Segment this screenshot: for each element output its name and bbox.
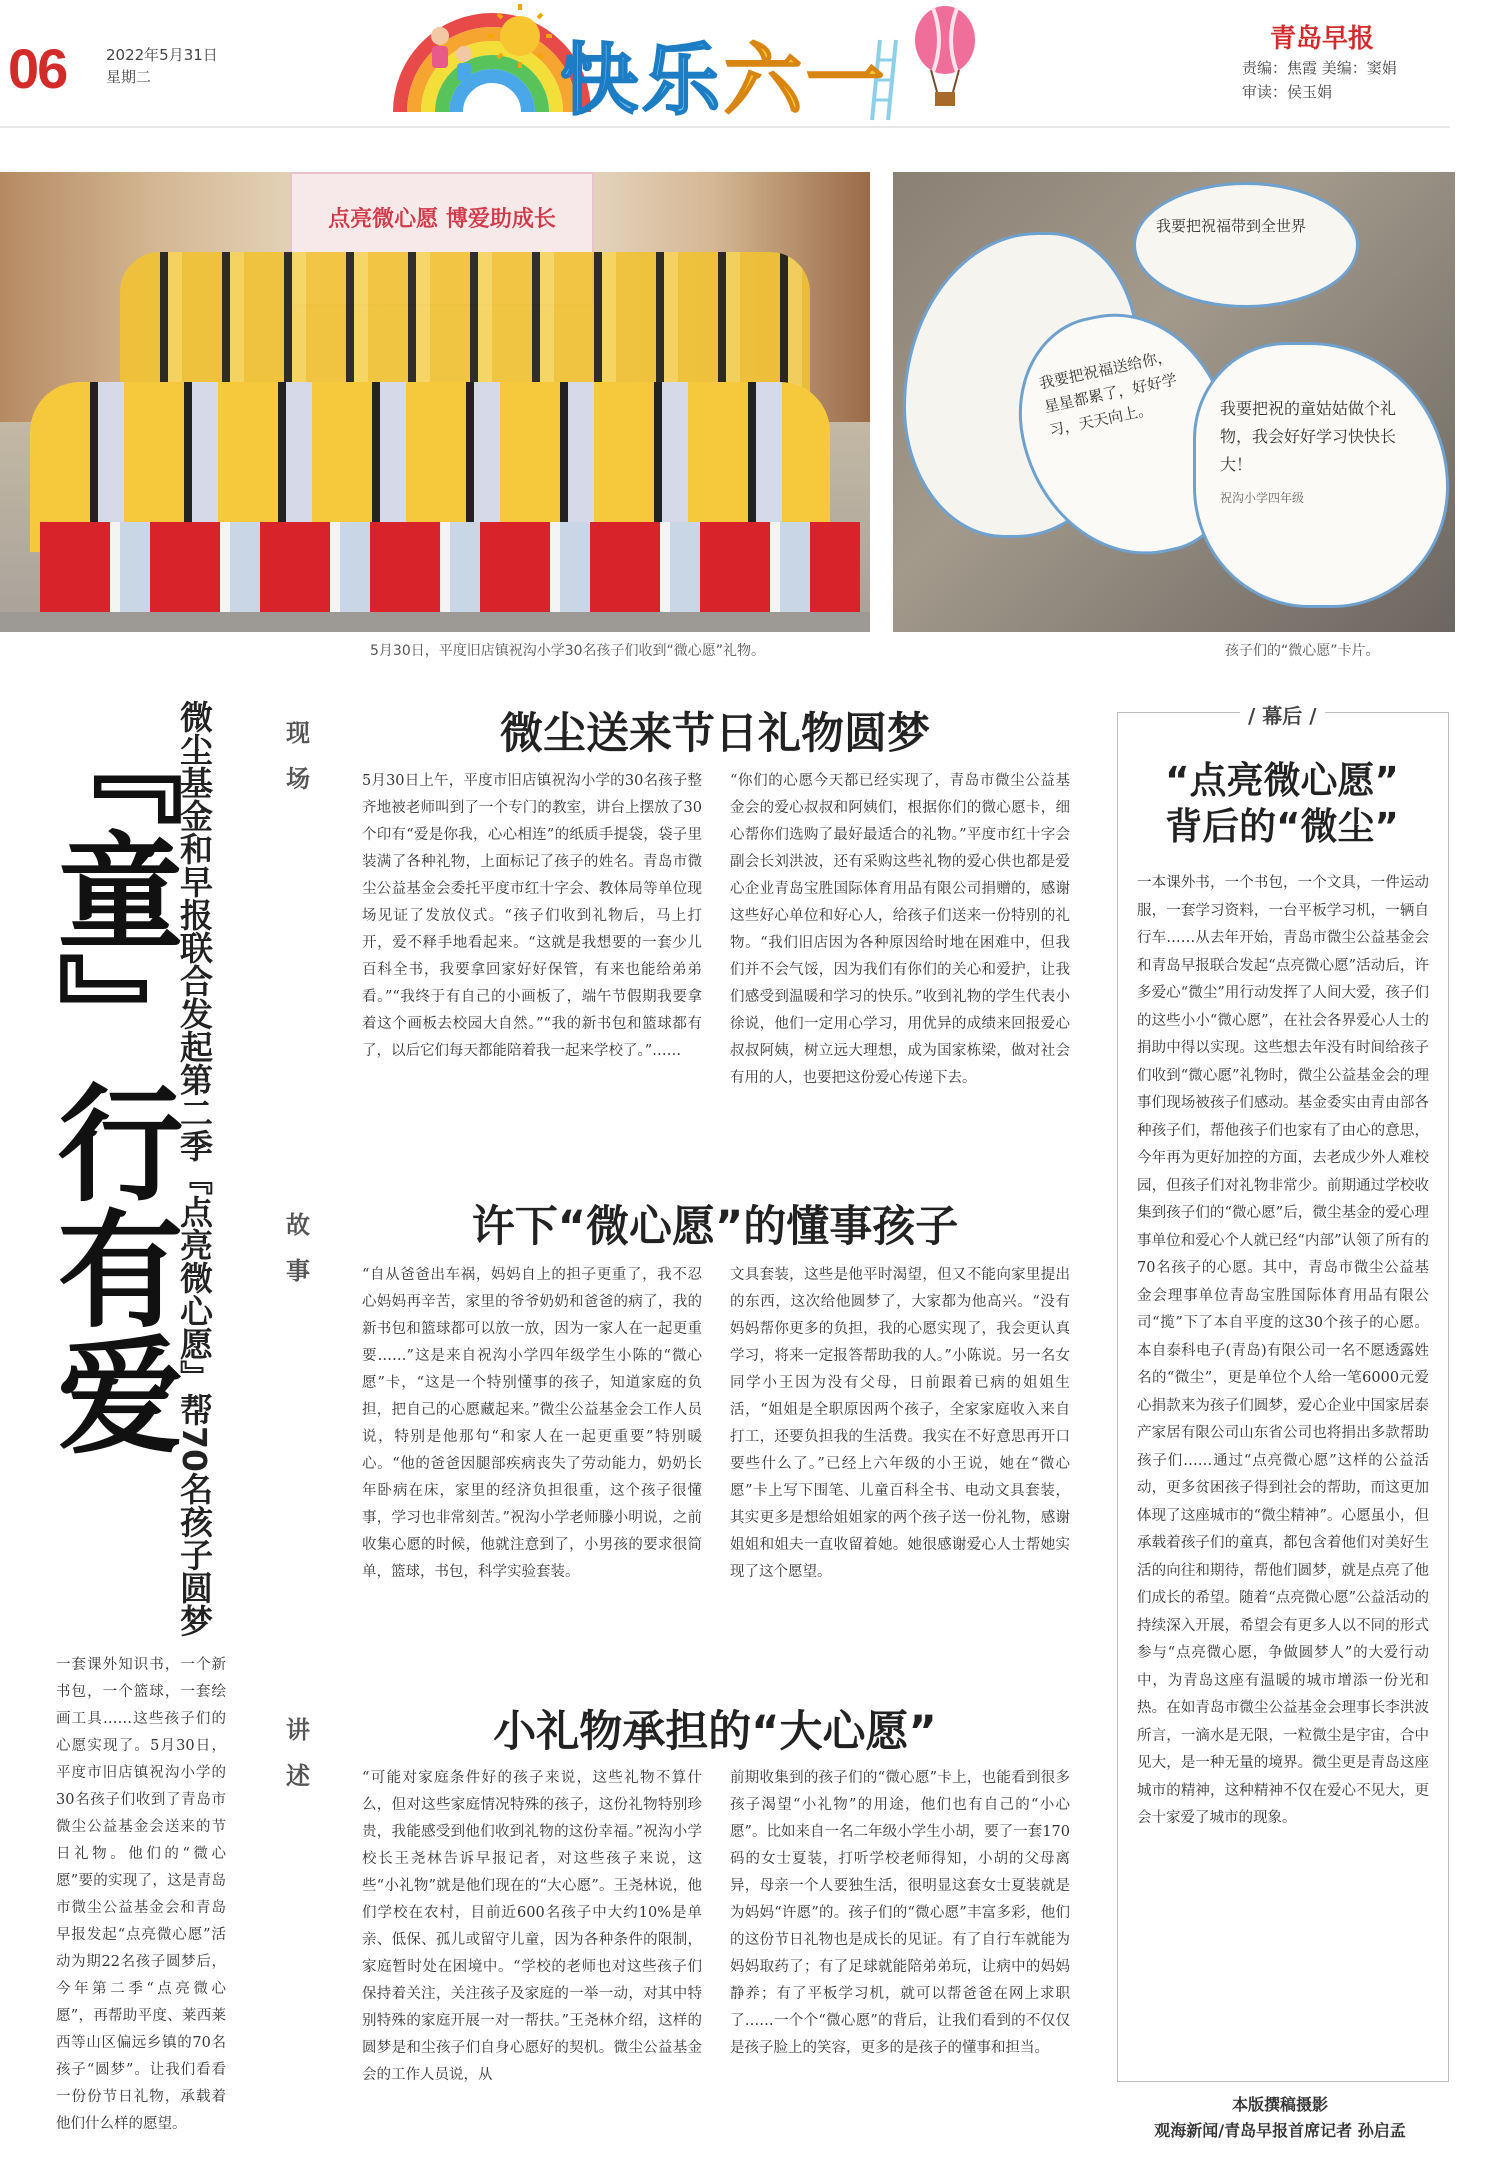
credit-line-1: 本版撰稿摄影 [1231,2095,1328,2114]
section-story-column-2: 文具套装，这些是他平时渴望，但又不能向家里提出的东西，这次给他圆梦了，大家都为他高兴。“没有妈妈帮你更多的负担，我的心愿实现了，我会更认真学习，将来一定报答帮助我的人。”小陈说。另一名女同学小王因为没有父母，日前跟着已病的姐姐生活，“姐姐是全职原因两个孩子，全家家庭收入来自打工，还要负担我的生活费。我实在不好意思再开口要些什么了。”已经上六年级的小王说，她在“微心愿”卡上写下围笔、儿童百科全书、电动文具套装，其实更多是想给姐姐家的两个孩子送一份礼物，感谢姐姐和姐夫一直收留着她。她很感谢爱心人士帮她实现了这个愿望。 [730,1267,1070,1580]
sidebar-title-line-2: 背后的“微尘” [1165,805,1399,848]
section-narrative-column-1: “可能对家庭条件好的孩子来说，这些礼物不算什么，但对这些家庭情况特殊的孩子，这份礼物特别珍贵，我能感受到他们收到礼物的这份幸福。”祝沟小学校长王尧林告诉早报记者，对这些孩子来说，这些“小礼物”就是他们现在的“大心愿”。王尧林说，他们学校在农村，目前近600名孩子中大约10%是单亲、低保、孤儿或留守儿童，因为各种条件的限制，家庭暂时处在困境中。“学校的老师也对这些孩子们保持着关注，关注孩子及家庭的一举一动，对其中特别特殊的家庭开展一对一帮扶。”王尧林介绍，这样的圆梦是和尘孩子们自身心愿好的契机。微尘公益基金会的工作人员说，从 [362,1770,702,2083]
gift-bags-row [40,522,860,622]
credit-line-2: 观海新闻/青岛早报首席记者 孙启孟 [1154,2121,1406,2140]
poster-caption: 点亮微心愿 博爱助成长 [328,207,556,232]
editors-line-2: 审读：侯玉娟 [1242,83,1333,101]
section-narrative-column-2: 前期收集到的孩子们的“微心愿”卡上，也能看到很多孩子渴望“小礼物”的用途，他们也有自己的“小心愿”。比如来自一名二年级小学生小胡，要了一套170码的女士夏装，打听学校老师得知，小胡的父母离异，母亲一个人要独生活，很明显这套女士夏装就是为妈妈“许愿”的。孩子们的“微心愿”丰富多彩，他们的这份节日礼物也是成长的见证。有了自行车就能为妈妈取药了；有了足球就能陪弟弟玩，让病中的妈妈静养；有了平板学习机，就可以帮爸爸在网上求职了……一个个“微心愿”的背后，让我们看到的不仅仅是孩子脸上的笑容，更多的是孩子的懂事和担当。 [730,1770,1070,2056]
right-photo-caption: 孩子们的“微心愿”卡片。 [1225,643,1380,659]
editor-credits [1242,56,1397,104]
main-subheadline: 微尘基金和早报联合发起第二季『点亮微心愿』帮70名孩子圆梦 [175,700,214,1637]
hot-air-balloon-icon [915,6,975,106]
wish-card-text-3: 我要把祝的童姑姑做个礼物，我会好好学习快快长大！ [1220,399,1397,474]
rainbow-icon [400,20,584,112]
section-tag-scene: 现场 [286,719,310,793]
students-group-photo [0,172,870,632]
date-text: 2022年5月31日 [106,46,218,64]
wish-card-text-1: 我要把祝福带到全世界 [1156,217,1307,235]
sidebar-title [1117,758,1447,850]
banner-title-part2: 六一 [724,36,889,126]
editors-line-1: 责编：焦霞 美编：窦娟 [1242,59,1397,77]
floor [0,612,870,632]
banner-title-part1: 快乐 [560,36,725,126]
section-heading-story: 许下“微心愿”的懂事孩子 [471,1202,959,1252]
page-number: 06 [8,37,67,100]
section-scene-column-2: “你们的心愿今天都已经实现了，青岛市微尘公益基金会的爱心叔叔和阿姨们，根据你们的微心愿卡，细心帮你们选购了最好最适合的礼物。”平度市红十字会副会长刘洪波，还有采购这些礼物的爱心供也都是爱心企业青岛宝胜国际体育用品有限公司捐赠的，感谢这些好心单位和好心人，给孩子们送来一份特别的礼物。“我们旧店因为各种原因给时地在困难中，但我们并不会气馁，因为我们有你们的关心和爱护，让我们感受到温暖和学习的快乐。”收到礼物的学生代表小徐说，他们一定用心学习，用优异的成绩来回报爱心叔叔阿姨，树立远大理想，成为国家栋梁，做对社会有用的人，也要把这份爱心传递下去。 [730,773,1070,1086]
sidebar-label: / 幕后 / [1240,700,1325,729]
wish-card-signature: 祝沟小学四年级 [1220,491,1305,505]
section-tag-story: 故事 [286,1211,310,1285]
section-story-column-1: “自从爸爸出车祸，妈妈自上的担子更重了，我不忍心妈妈再辛苦，家里的爷爷奶奶和爸爸的病了，我的新书包和篮球都可以放一放，因为一家人在一起更重要……”这是来自祝沟小学四年级学生小陈的“微心愿”卡，“这是一个特别懂事的孩子，知道家庭的负担，把自己的心愿藏起来。”微尘公益基金会工作人员说，特别是他那句“和家人在一起更重要”特别暖心。“他的爸爸因腿部疾病丧失了劳动能力，奶奶长年卧病在床，家里的经济负担很重，这个孩子很懂事，学习也非常刻苦。”祝沟小学老师滕小明说，之前收集心愿的时候，他就注意到了，小男孩的要求很简单，篮球，书包，科学实验套装。 [362,1267,702,1580]
section-heading-scene: 微尘送来节日礼物圆梦 [500,709,930,759]
wish-card-right [1193,342,1449,608]
wish-card-text-2: 我要把祝福送给你，星星都累了，好好学习，天天向上。 [1037,346,1179,440]
section-heading-narrative: 小礼物承担的“大心愿” [493,1707,937,1757]
section-tag-narrative: 讲述 [286,1716,310,1790]
sidebar-title-line-1: “点亮微心愿” [1165,759,1399,802]
weekday-text: 星期二 [106,68,152,86]
issue-date [106,44,218,88]
section-scene-column-1: 5月30日上午，平度市旧店镇祝沟小学的30名孩子整齐地被老师叫到了一个专门的教室，讲台上摆放了30个印有“爱是你我，心心相连”的纸质手提袋，袋子里装满了各种礼物，上面标记了孩子的姓名。青岛市微尘公益基金会委托平度市红十字会、教体局等单位现场见证了发放仪式。“孩子们收到礼物后，马上打开，爱不释手地看起来。“这就是我想要的一套少儿百科全书，我要拿回家好好保管，有来也能给弟弟看。”“我终于有自己的小画板了，端午节假期我要拿着这个画板去校园大自然。”“我的新书包和篮球都有了，以后它们每天都能陪着我一起来学校了。”…… [362,773,702,1059]
wish-card-cloud [1133,182,1359,308]
footer-credit [1130,2092,1430,2144]
main-headline: 『童』行有爱 [37,700,184,1456]
sidebar-label-text: 幕后 [1262,704,1303,728]
newspaper-logo: 青岛早报 [1270,24,1375,54]
header-divider [0,126,1450,128]
sidebar-body: 一本课外书，一个书包，一个文具，一件运动服，一套学习资料，一台平板学习机，一辆自行车……从去年开始，青岛市微尘公益基金会和青岛早报联合发起“点亮微心愿”活动后，许多爱心“微尘”用行动发挥了人间大爱，孩子们的这些小小“微心愿”，在社会各界爱心人士的捐助中得以实现。这些想去年没有时间给孩子们收到“微心愿”礼物时，微尘公益基金会的理事们现场被孩子们感动。基金委实由青由部各种孩子们，帮他孩子们也家有了由心的意思，今年再为更好加控的方面，去老成少外人难校园，但孩子们对礼物非常少。前期通过学校收集到孩子们的“微心愿”后，微尘基金的爱心理事单位和爱心个人就已经“内部”认领了所有的70名孩子的心愿。其中，青岛市微尘公益基金会理事单位青岛宝胜国际体育用品有限公司“揽”下了本自平度的这30个孩子的心愿。本自泰科电子(青岛)有限公司一名不愿透露姓名的“微尘”，更是单位个人给一笔6000元爱心捐款来为孩子们圆梦，爱心企业中国家居泰产家居有限公司山东省公司也将捐出多款帮助孩子们……通过“点亮微心愿”这样的公益活动，更多贫困孩子得到社会的帮助，而这更加体现了这座城市的“微尘精神”。心愿虽小，但承载着孩子们的童真，都包含着他们对美好生活的向往和期待，帮他们圆梦，就是点亮了他们成长的希望。随着“点亮微心愿”公益活动的持续深入开展，希望会有更多人以不同的形式参与“点亮微心愿，争做圆梦人”的大爱行动中，为青岛这座有温暖的城市增添一份光和热。在如青岛市微尘公益基金会理事长李洪波所言，一滴水是无限，一粒微尘是宇宙，合中见大，是一种无量的境界。微尘更是青岛这座城市的精神，这种精神不仅在爱心不见大，更会十家爱了城市的现象。 [1137,875,1429,1826]
intro-paragraph: 一套课外知识书，一个新书包，一个篮球，一套绘画工具……这些孩子们的心愿实现了。5月30日，平度市旧店镇祝沟小学的30名孩子们收到了青岛市微尘公益基金会送来的节日礼物。他们的“微心愿”要的实现了，这是青岛市微尘公益基金会和青岛早报发起“点亮微心愿”活动为期22名孩子圆梦后，今年第二季“点亮微心愿”，再帮助平度、莱西莱西等山区偏远乡镇的70名孩子“圆梦”。让我们看看一份份节日礼物，承载着他们什么样的愿望。 [56,1657,226,2132]
left-photo-caption: 5月30日，平度旧店镇祝沟小学30名孩子们收到“微心愿”礼物。 [370,643,766,659]
wish-cards-photo [893,172,1455,632]
banner-title [560,18,888,130]
